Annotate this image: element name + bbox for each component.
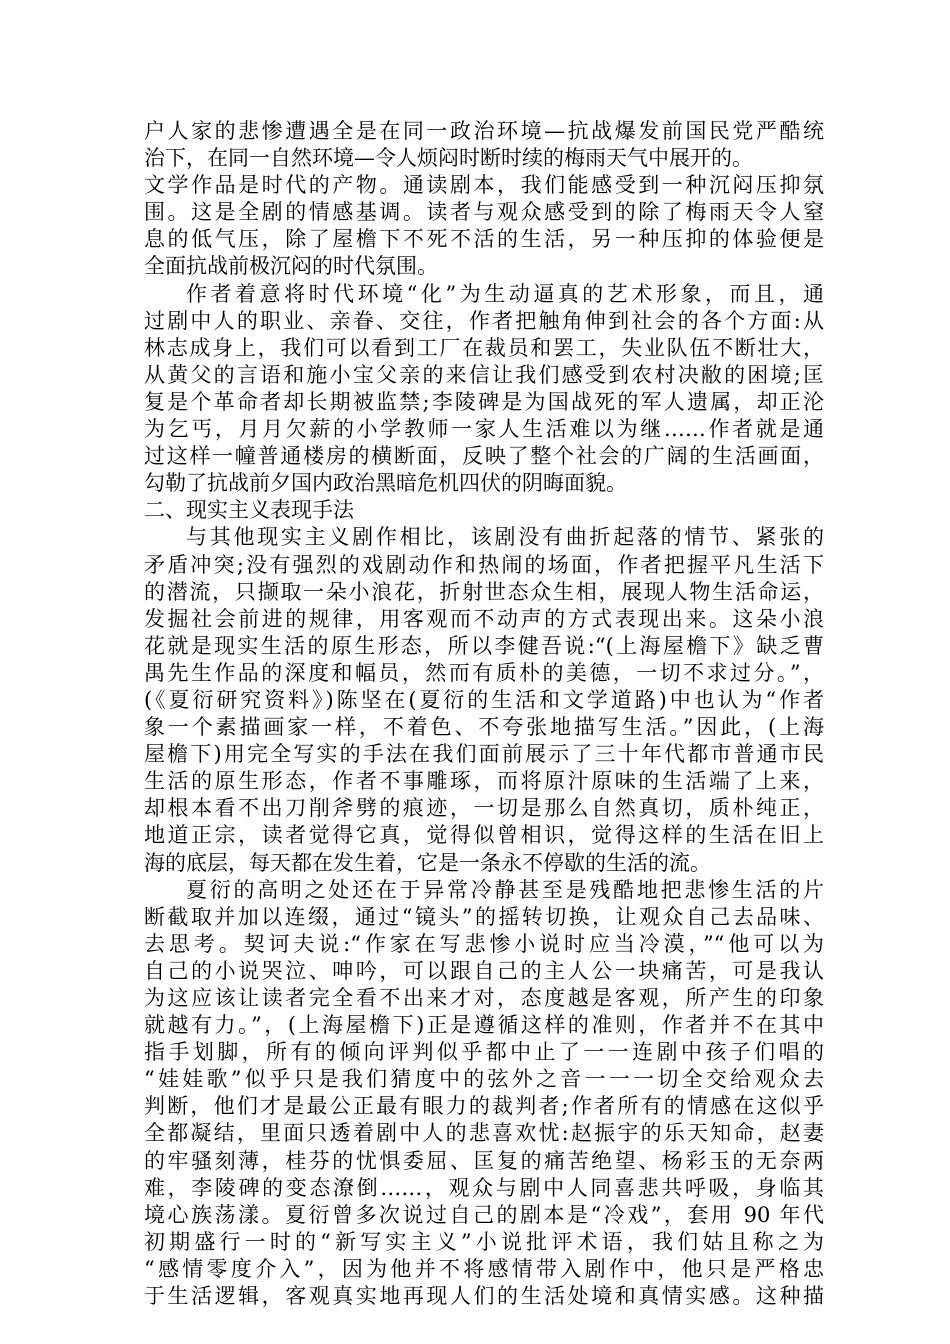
text-line: 屋檐下)用完全写实的手法在我们面前展示了三十年代都市普通市民 (144, 742, 824, 767)
text-line: 的潜流，只撷取一朵小浪花，折射世态众生相，展现人物生活命运， (144, 579, 824, 604)
text-line: 从黄父的言语和施小宝父亲的来信让我们感受到农村决敝的困境;匡 (144, 362, 824, 387)
text-line: 二、现实主义表现手法 (144, 498, 354, 523)
text-line: 与其他现实主义剧作相比，该剧没有曲折起落的情节、紧张的 (186, 525, 824, 550)
text-line: 发掘社会前进的规律，用客观而不动声的方式表现出来。这朵小浪 (144, 606, 824, 631)
text-line: 难，李陵碑的变态潦倒……，观众与剧中人同喜悲共呼吸，身临其 (144, 1175, 824, 1200)
text-line: 全都凝结，里面只透着剧中人的悲喜欢忧:赵振宇的乐天知命，赵妻 (144, 1121, 824, 1146)
text-line: 文学作品是时代的产物。通读剧本，我们能感受到一种沉闷压抑氛 (144, 173, 824, 198)
text-line: 息的低气压，除了屋檐下不死不活的生活，另一种压抑的体验便是 (144, 227, 824, 252)
text-line: 花就是现实生活的原生形态，所以李健吾说:“(上海屋檐下》缺乏曹 (144, 633, 824, 658)
text-line: 地道正宗，读者觉得它真，觉得似曾相识，觉得这样的生活在旧上 (144, 823, 824, 848)
text-line: 自己的小说哭泣、呻吟，可以跟自己的主人公一块痛苦，可是我认 (144, 958, 824, 983)
text-line: 却根本看不出刀削斧劈的痕迹，一切是那么自然真切，质朴纯正， (144, 796, 824, 821)
text-line: 于生活逻辑，客观真实地再现人们的生活处境和真情实感。这种描 (144, 1284, 824, 1309)
document-body (144, 118, 824, 1310)
text-line: 治下，在同一自然环境—令人烦闷时断时续的梅雨天气中展开的。 (144, 146, 753, 171)
text-line: 的牢骚刻薄，桂芬的忧惧委屈、匡复的痛苦绝望、杨彩玉的无奈两 (144, 1148, 824, 1173)
text-line: 全面抗战前极沉闷的时代氛围。 (144, 254, 438, 279)
text-line: (《夏衍研究资料》)陈坚在(夏衍的生活和文学道路)中也认为“作者 (144, 687, 824, 712)
text-line: 象一个素描画家一样，不着色、不夸张地描写生活。”因此，(上海 (144, 715, 824, 740)
text-line: 过这样一幢普通楼房的横断面，反映了整个社会的广阔的生活画面， (144, 444, 824, 469)
text-line: 作者着意将时代环境“化”为生动逼真的艺术形象，而且，通 (186, 281, 824, 306)
text-line: 矛盾冲突;没有强烈的戏剧动作和热闹的场面，作者把握平凡生活下 (144, 552, 824, 577)
text-line: “娃娃歌”似乎只是我们猜度中的弦外之音一一一切全交给观众去 (144, 1067, 824, 1092)
text-line: 过剧中人的职业、亲眷、交往，作者把触角伸到社会的各个方面:从 (144, 308, 824, 333)
text-line: 生活的原生形态，作者不事雕琢，而将原汁原味的生活端了上来， (144, 769, 824, 794)
text-line: “感情零度介入”，因为他并不将感情带入剧作中，他只是严格忠 (144, 1256, 824, 1281)
text-line: 指手划脚，所有的倾向评判似乎都中止了一一连剧中孩子们唱的 (144, 1040, 824, 1065)
text-line: 断截取并加以连缀，通过“镜头”的摇转切换，让观众自己去品味、 (144, 904, 824, 929)
text-line: 初期盛行一时的“新写实主义”小说批评术语，我们姑且称之为 (144, 1229, 824, 1254)
text-line: 判断，他们才是最公正最有眼力的裁判者;作者所有的情感在这似乎 (144, 1094, 824, 1119)
text-line: 为乞丐，月月欠薪的小学教师一家人生活难以为继……作者就是通 (144, 417, 824, 442)
text-line: 林志成身上，我们可以看到工厂在裁员和罢工，失业队伍不断壮大， (144, 335, 824, 360)
text-line: 就越有力。”，(上海屋檐下)正是遵循这样的准则，作者并不在其中 (144, 1013, 824, 1038)
text-line: 复是个革命者却长期被监禁;李陵碑是为国战死的军人遗属，却正沦 (144, 389, 824, 414)
text-line: 禺先生作品的深度和幅员，然而有质朴的美德，一切不求过分。”， (144, 660, 824, 685)
text-line: 去思考。契诃夫说:“作家在写悲惨小说时应当冷漠，”“他可以为 (144, 931, 824, 956)
text-line: 夏衍的高明之处还在于异常冷静甚至是残酷地把悲惨生活的片 (186, 877, 824, 902)
text-line: 为这应该让读者完全看不出来才对，态度越是客观，所产生的印象 (144, 986, 824, 1010)
text-line: 勾勒了抗战前夕国内政治黑暗危机四伏的阴晦面貌。 (144, 471, 627, 496)
text-line: 户人家的悲惨遭遇全是在同一政治环境—抗战爆发前国民党严酷统 (144, 119, 824, 143)
text-line: 境心族荡漾。夏衍曾多次说过自己的剧本是“冷戏”，套用 90 年代 (144, 1202, 824, 1227)
text-line: 围。这是全剧的情感基调。读者与观众感受到的除了梅雨天令人窒 (144, 200, 824, 225)
text-line: 海的底层，每天都在发生着，它是一条永不停歇的生活的流。 (144, 850, 711, 875)
